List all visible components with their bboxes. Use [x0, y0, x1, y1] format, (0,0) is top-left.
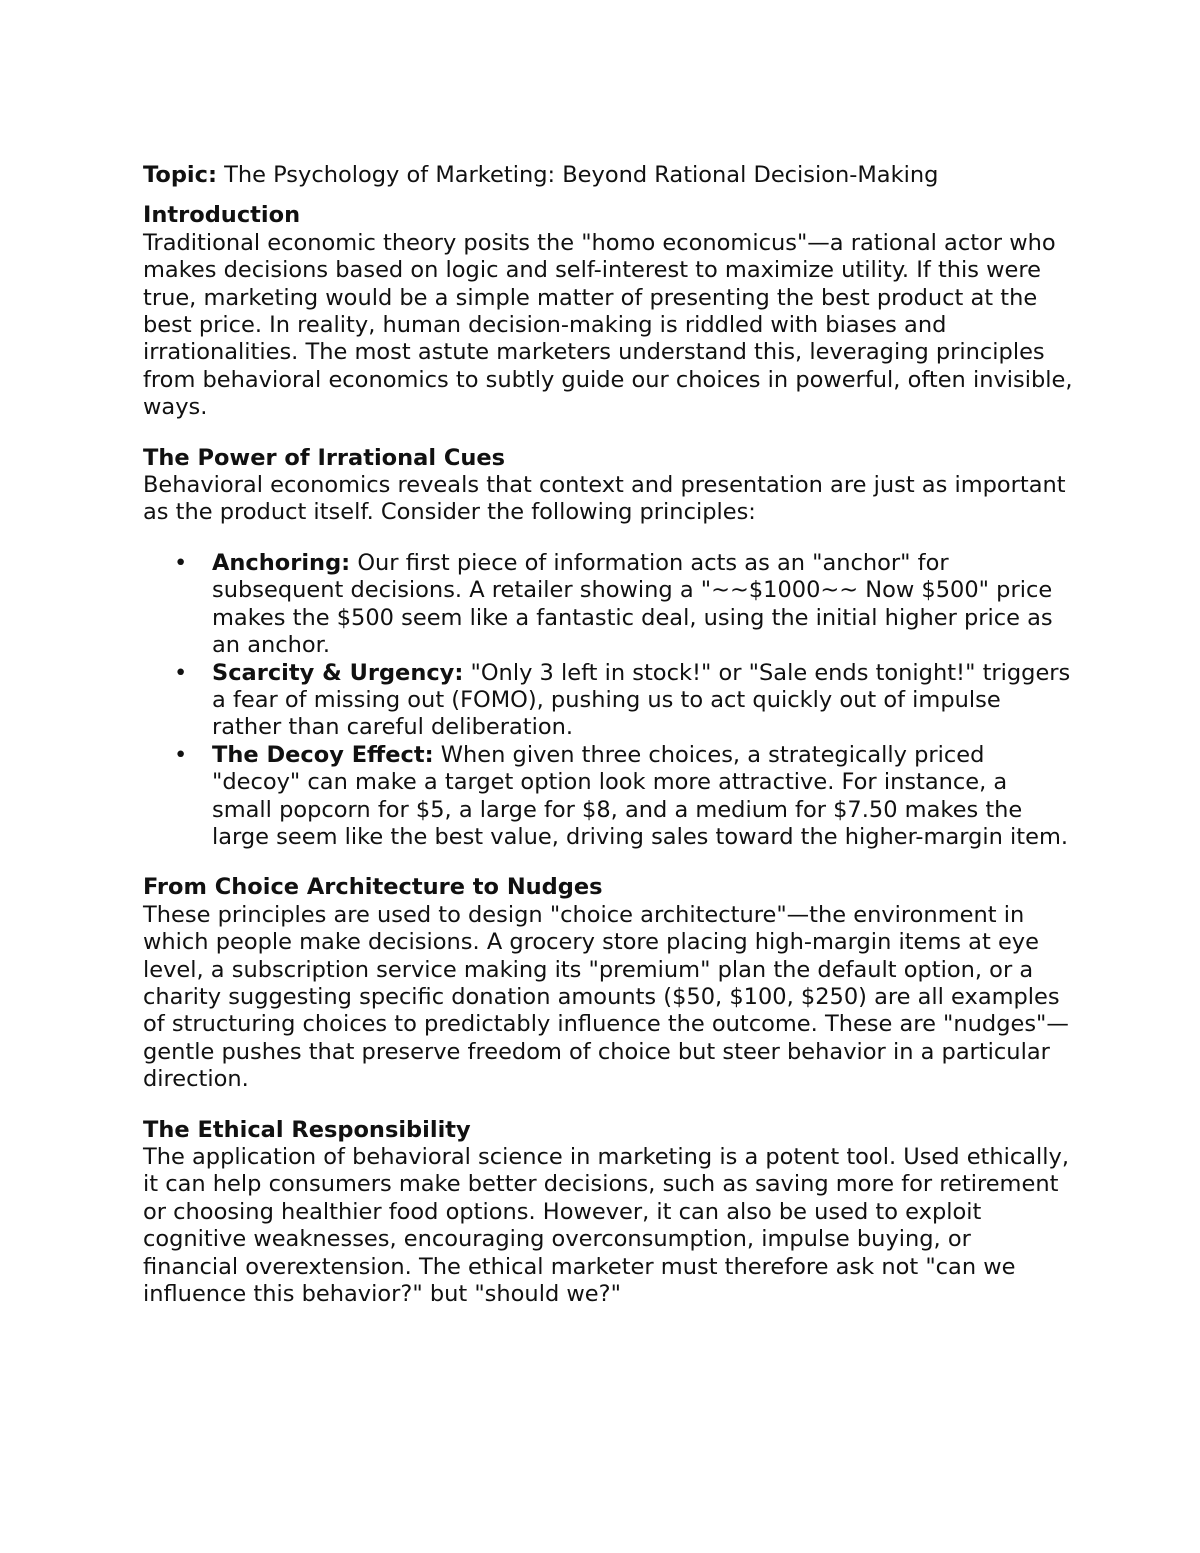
ethics-section — [143, 1117, 1073, 1309]
topic-text: The Psychology of Marketing: Beyond Rational Decision-Making — [216, 162, 939, 188]
ethics-body: The application of behavioral science in marketing is a potent tool. Used ethically, it can help consumers make better decisions, such as saving more for retirement or choosing healthier food options. However, it can also be used to exploit cognitive weaknesses, encouraging overconsumption, impulse buying, or financial overextension. The ethical marketer must therefore ask not "can we influence this behavior?" but "should we?" — [143, 1144, 1070, 1308]
list-item-anchoring — [143, 550, 1073, 660]
anchoring-text: Our first piece of information acts as an "anchor" for subsequent decisions. A retailer showing a "~~$1000~~ Now $500" price makes the $500 seem like a fantastic deal, using the initial higher price as an anchor. — [212, 549, 1053, 659]
list-item-scarcity — [143, 660, 1073, 742]
bullet-icon: • — [174, 659, 188, 686]
decoy-text: When given three choices, a strategically priced "decoy" can make a target option look more attractive. For instance, a small popcorn for $5, a large for $8, and a medium for $7.50 makes the large seem like the best value, driving sales toward the higher-margin item. — [212, 741, 1069, 850]
irrational-cues-body: Behavioral economics reveals that context and presentation are just as important as the product itself. Consider the following principles: — [143, 472, 1066, 526]
topic-label: Topic: — [143, 162, 217, 188]
choice-architecture-section — [143, 874, 1073, 1093]
bullet-icon: • — [174, 549, 188, 576]
list-item-decoy — [143, 742, 1073, 852]
bullet-icon: • — [174, 741, 188, 768]
scarcity-term: Scarcity & Urgency: — [212, 659, 464, 686]
principles-list — [143, 550, 1073, 851]
scarcity-text: "Only 3 left in stock!" or "Sale ends tonight!" triggers a fear of missing out (FOMO), pushing us to act quickly out of impulse rather than careful deliberation. — [212, 659, 1071, 741]
decoy-term: The Decoy Effect: — [212, 741, 434, 768]
introduction-heading: Introduction — [143, 202, 301, 229]
introduction-section — [143, 202, 1073, 421]
anchoring-term: Anchoring: — [212, 549, 351, 576]
choice-architecture-body: These principles are used to design "choice architecture"—the environment in which people make decisions. A grocery store placing high-margin items at eye level, a subscription service making its "premium" plan the default option, or a charity suggesting specific donation amounts ($50, $100, $250) are all examples of structuring choices to predictably influence the outcome. These are "nudges"—gentle pushes that preserve freedom of choice but steer behavior in a particular direction. — [143, 901, 1069, 1093]
document-page — [143, 162, 1073, 1331]
irrational-cues-heading: The Power of Irrational Cues — [143, 444, 506, 471]
irrational-cues-section — [143, 445, 1073, 852]
choice-architecture-heading: From Choice Architecture to Nudges — [143, 874, 603, 901]
topic-line — [143, 162, 1073, 189]
ethics-heading: The Ethical Responsibility — [143, 1116, 471, 1143]
introduction-body: Traditional economic theory posits the "homo economicus"—a rational actor who makes decisions based on logic and self-interest to maximize utility. If this were true, marketing would be a simple matter of presenting the best product at the best price. In reality, human decision-making is riddled with biases and irrationalities. The most astute marketers understand this, leveraging principles from behavioral economics to subtly guide our choices in powerful, often invisible, ways. — [143, 229, 1073, 421]
